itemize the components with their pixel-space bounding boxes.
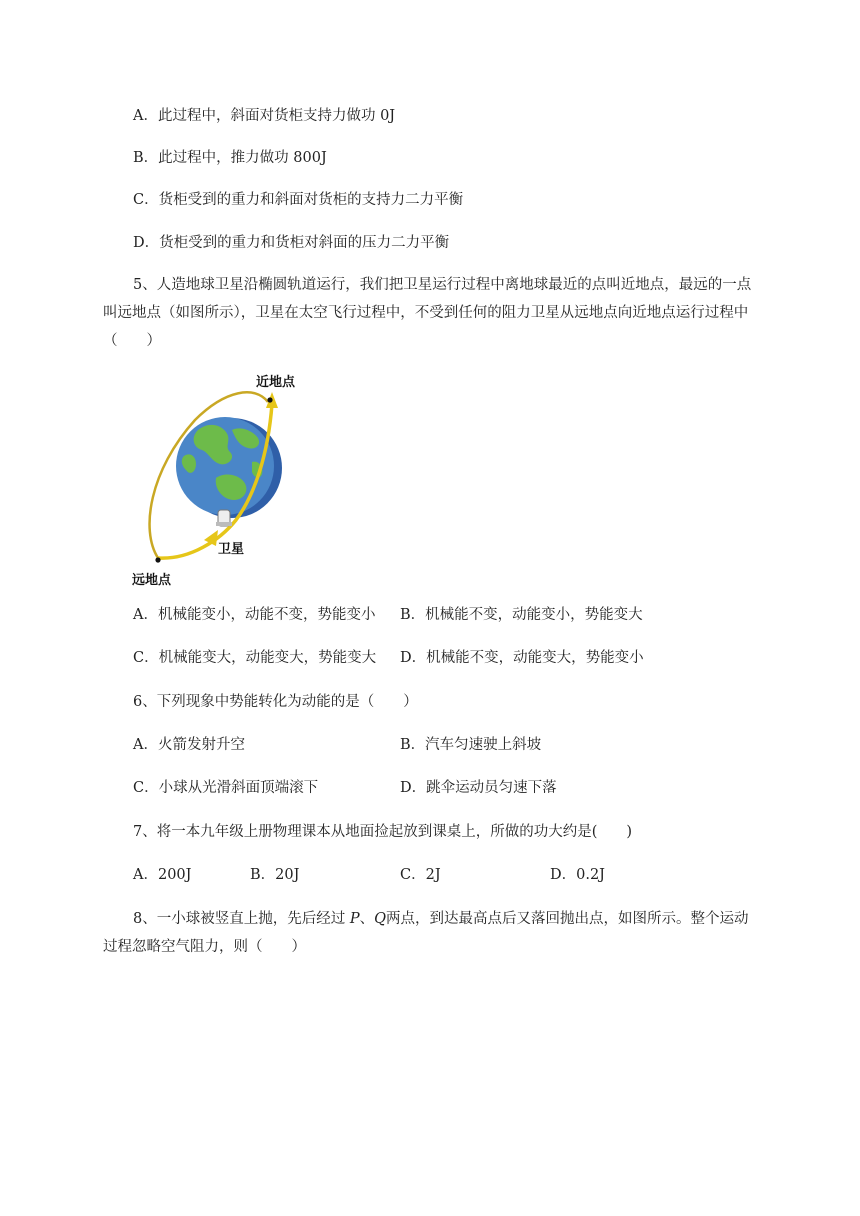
q5-stem-line2: 叫远地点（如图所示），卫星在太空飞行过程中，不受到任何的阻力卫星从远地点向近地点运行过程中 xyxy=(103,305,749,321)
orbit-figure xyxy=(120,360,340,590)
q5-stem-line1: 5、人造地球卫星沿椭圆轨道运行，我们把卫星运行过程中离地球最近的点叫近地点，最远的一点 xyxy=(133,277,752,293)
q6-stem: 6、下列现象中势能转化为动能的是（ ） xyxy=(133,694,418,710)
apogee-dot xyxy=(155,557,160,562)
q6-option-c: C．小球从光滑斜面顶端滚下 xyxy=(133,780,319,796)
q8-stem-pre: 8、一小球被竖直上抛，先后经过 xyxy=(133,911,350,927)
q8-point-p: P xyxy=(349,911,360,927)
q6-option-a: A．火箭发射升空 xyxy=(133,737,245,753)
q8-point-q: Q xyxy=(374,911,386,927)
q4-option-c: C．货柜受到的重力和斜面对货柜的支持力二力平衡 xyxy=(133,192,464,208)
q7-option-c: C．2J xyxy=(400,867,441,883)
perigee-dot xyxy=(267,397,272,402)
q7-option-a: A．200J xyxy=(133,867,192,883)
q8-stem-line2: 过程忽略空气阻力，则（ ） xyxy=(103,939,306,955)
q7-option-b: B．20J xyxy=(250,867,300,883)
q5-option-b: B．机械能不变，动能变小，势能变大 xyxy=(400,607,643,623)
perigee-label: 近地点 xyxy=(256,375,296,390)
q4-option-b: B．此过程中，推力做功 800J xyxy=(133,150,327,166)
q6-option-b: B．汽车匀速驶上斜坡 xyxy=(400,737,542,753)
q8-stem-line1 xyxy=(133,909,749,929)
q5-option-a: A．机械能变小，动能不变，势能变小 xyxy=(133,607,376,623)
q4-option-d: D．货柜受到的重力和货柜对斜面的压力二力平衡 xyxy=(133,235,450,251)
satellite-label: 卫星 xyxy=(218,542,245,557)
q7-stem: 7、将一本九年级上册物理课本从地面捡起放到课桌上，所做的功大约是( ) xyxy=(133,824,633,840)
apogee-label: 远地点 xyxy=(132,573,172,588)
q6-option-d: D．跳伞运动员匀速下落 xyxy=(400,780,557,796)
satellite-icon xyxy=(216,510,232,526)
q7-option-d: D．0.2J xyxy=(550,867,605,883)
q4-option-a: A．此过程中，斜面对货柜支持力做功 0J xyxy=(133,108,396,124)
q5-option-c: C．机械能变大，动能变大，势能变大 xyxy=(133,650,377,666)
q8-separator: 、 xyxy=(359,911,375,927)
q5-option-d: D．机械能不变，动能变大，势能变小 xyxy=(400,650,644,666)
q8-stem-post: 两点，到达最高点后又落回抛出点，如图所示。整个运动 xyxy=(386,911,749,927)
q5-stem-line3: （ ） xyxy=(103,333,161,349)
